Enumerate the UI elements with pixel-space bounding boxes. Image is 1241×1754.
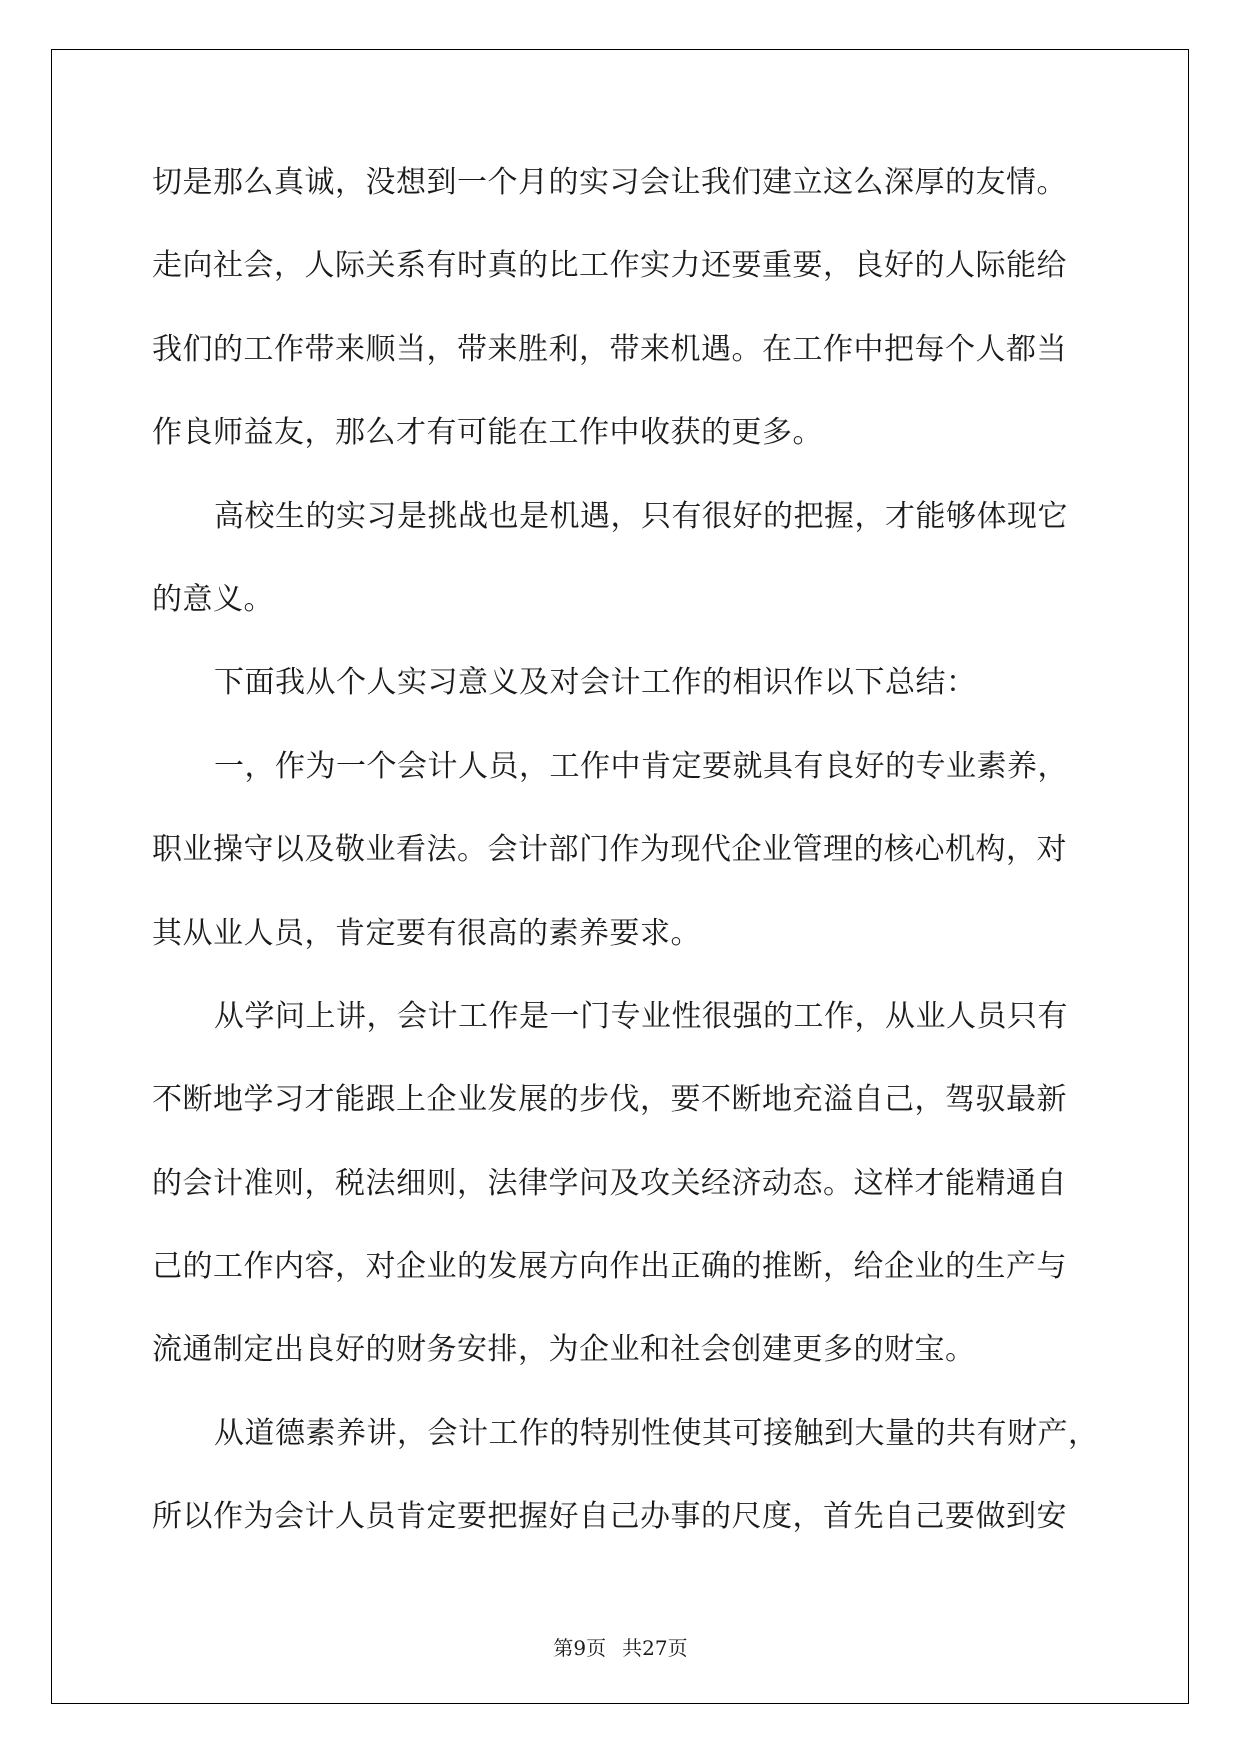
text-line: 我们的工作带来顺当，带来胜利，带来机遇。在工作中把每个人都当 xyxy=(152,331,1067,367)
text-line: 流通制定出良好的财务安排，为企业和社会创建更多的财宝。 xyxy=(152,1332,976,1368)
page-footer xyxy=(0,1632,1241,1661)
text-line: 作良师益友，那么才有可能在工作中收获的更多。 xyxy=(152,415,823,451)
text-line: 己的工作内容，对企业的发展方向作出正确的推断，给企业的生产与 xyxy=(152,1249,1067,1285)
page-number-total: 共27页 xyxy=(622,1636,688,1660)
body-text xyxy=(152,158,1099,1576)
text-line: 从道德素养讲，会计工作的特别性使其可接触到大量的共有财产， xyxy=(214,1415,1099,1451)
text-line: 职业操守以及敬业看法。会计部门作为现代企业管理的核心机构，对 xyxy=(152,832,1067,868)
text-line: 不断地学习才能跟上企业发展的步伐，要不断地充溢自己，驾驭最新 xyxy=(152,1082,1067,1118)
text-line: 的意义。 xyxy=(152,581,274,617)
text-line: 高校生的实习是挑战也是机遇，只有很好的把握，才能够体现它 xyxy=(214,498,1068,534)
text-line: 切是那么真诚，没想到一个月的实习会让我们建立这么深厚的友情。 xyxy=(152,165,1067,200)
text-line: 一，作为一个会计人员，工作中肯定要就具有良好的专业素养， xyxy=(214,748,1068,784)
text-line: 下面我从个人实习意义及对会计工作的相识作以下总结： xyxy=(214,665,977,701)
text-line: 的会计准则，税法细则，法律学问及攻关经济动态。这样才能精通自 xyxy=(152,1165,1067,1201)
text-line: 走向社会，人际关系有时真的比工作实力还要重要，良好的人际能给 xyxy=(152,248,1067,284)
text-line: 其从业人员，肯定要有很高的素养要求。 xyxy=(152,915,701,951)
text-line: 所以作为会计人员肯定要把握好自己办事的尺度，首先自己要做到安 xyxy=(152,1499,1067,1535)
text-line: 从学问上讲，会计工作是一门专业性很强的工作，从业人员只有 xyxy=(214,998,1068,1034)
page-number-current: 第9页 xyxy=(553,1636,607,1660)
